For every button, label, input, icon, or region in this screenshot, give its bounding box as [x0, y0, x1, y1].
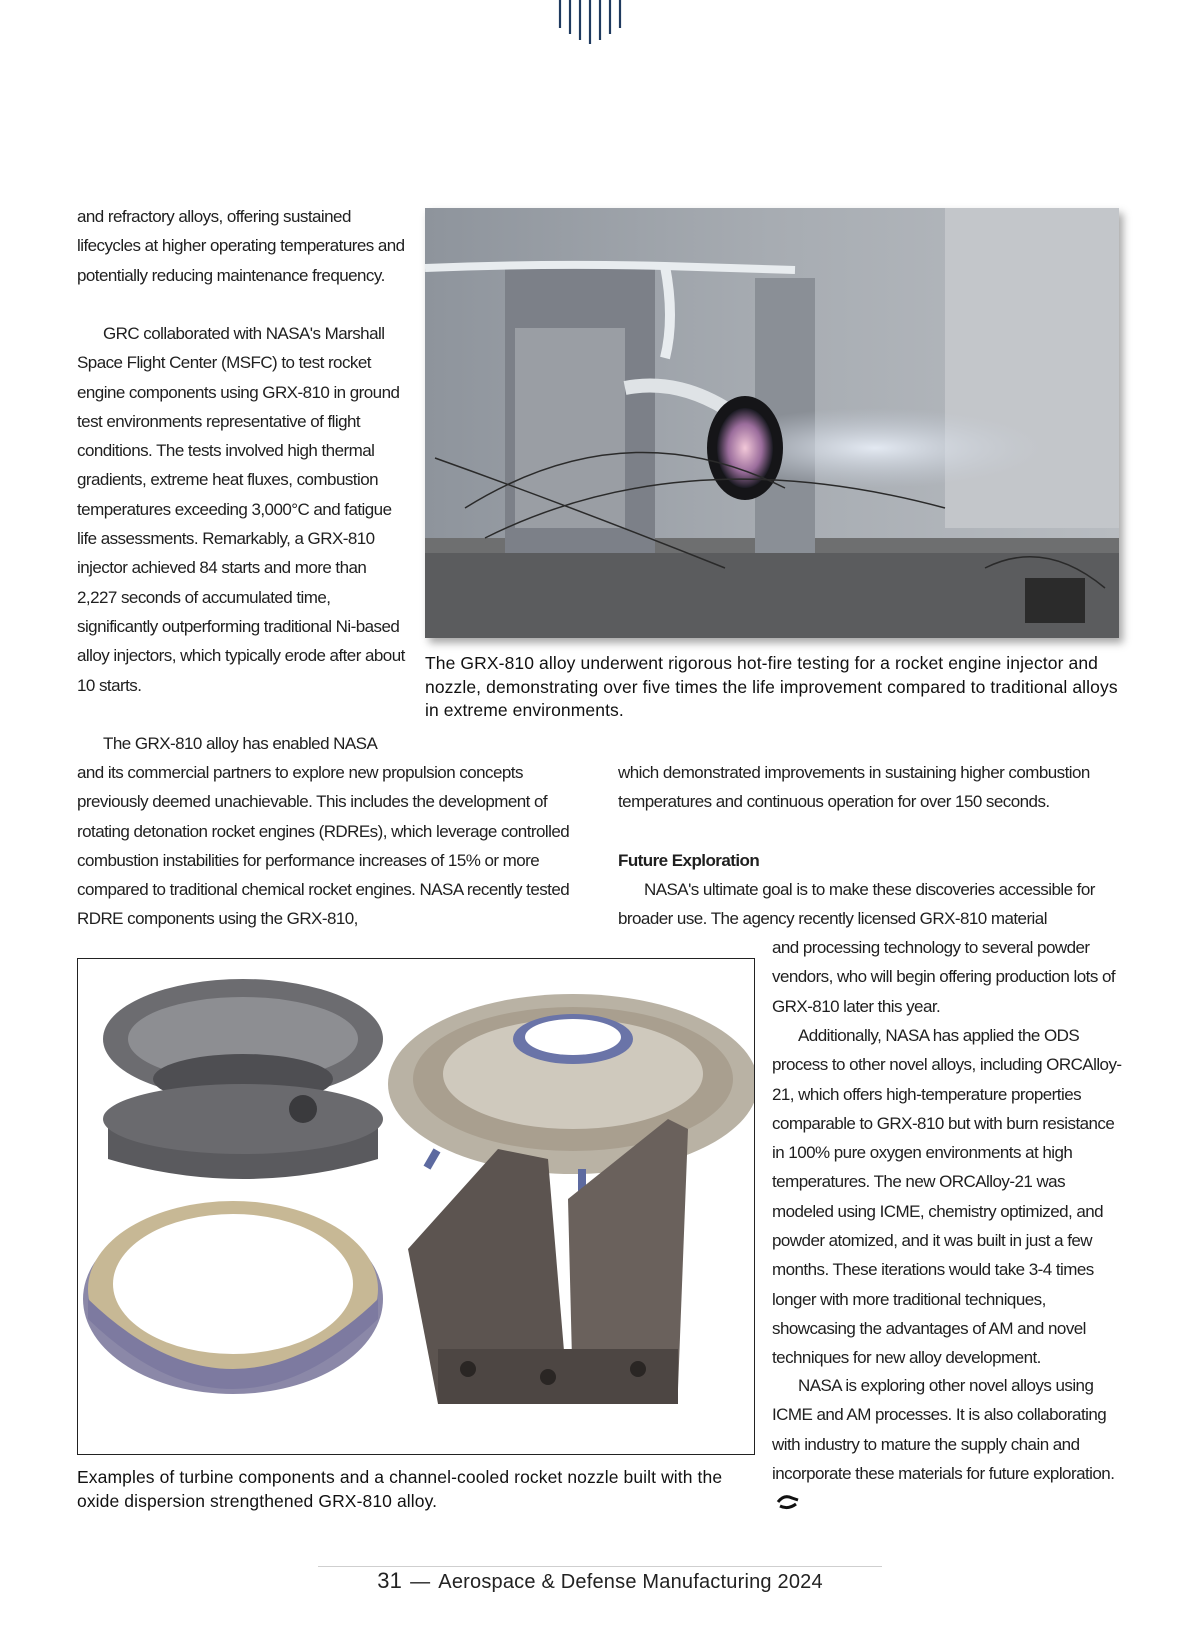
- turbine-components-photo: [77, 958, 755, 1455]
- footer-separator: —: [410, 1571, 431, 1593]
- publication-title: Aerospace & Defense Manufacturing 2024: [438, 1571, 823, 1593]
- body-paragraph: The GRX-810 alloy has enabled NASA: [103, 734, 378, 753]
- header-decoration: [556, 0, 640, 46]
- components-caption: Examples of turbine components and a channel-cooled rocket nozzle built with the oxide dispersion strengthened GRX-810 alloy.: [77, 1467, 723, 1511]
- page-number: 31: [377, 1568, 403, 1593]
- body-paragraph: GRC collaborated with NASA's Marshall Space Flight Center (MSFC) to test rocket engine components using GRX-810 in ground test environments representative of flight conditions. The tests involved high thermal gradients, extreme heat fluxes, combustion temperatures exceeding 3,000°C and fatigue life assessments. Remarkably, a GRX-810 injector achieved 84 starts and more than 2,227 seconds of accumulated time, significantly outperforming traditional Ni-based alloy injectors, which typically erode after about 10 starts.: [77, 324, 405, 695]
- body-paragraph: NASA is exploring other novel alloys using ICME and AM processes. It is also collaborating with industry to mature the supply chain and incorporate these materials for future exploration.: [772, 1371, 1128, 1517]
- hotfire-caption: The GRX-810 alloy underwent rigorous hot-fire testing for a rocket engine injector and nozzle, demonstrating over five times the life improvement compared to traditional alloys in extreme environments.: [425, 653, 1118, 720]
- body-paragraph: NASA's ultimate goal is to make these discoveries accessible for broader use. The agency recently licensed GRX-810 material: [618, 880, 1095, 929]
- hotfire-test-photo: [425, 208, 1119, 638]
- section-heading: Future Exploration: [618, 851, 760, 870]
- page-footer: [0, 1568, 1200, 1594]
- body-paragraph: which demonstrated improvements in sustaining higher combustion temperatures and continuous operation for over 150 seconds.: [618, 763, 1090, 812]
- body-paragraph: Additionally, NASA has applied the ODS process to other novel alloys, including ORCAlloy-21, which offers high-temperature properties comparable to GRX-810 but with burn resistance in 100% pure oxygen environments at high temperatures. The new ORCAlloy-21 was modeled using ICME, chemistry optimized, and powder atomized, and it was built in just a few months. These iterations would take 3-4 times longer with more traditional techniques, showcasing the advantages of AM and novel techniques for new alloy development.: [772, 1026, 1122, 1368]
- body-paragraph: and processing technology to several powder vendors, who will begin offering production lots of GRX-810 later this year.: [772, 938, 1116, 1016]
- footer-rule: [318, 1566, 882, 1567]
- body-paragraph: and refractory alloys, offering sustained lifecycles at higher operating temperatures and potentially reducing maintenance frequency.: [77, 207, 405, 285]
- end-mark-icon: [776, 1494, 800, 1510]
- body-paragraph: and its commercial partners to explore new propulsion concepts previously deemed unachievable. This includes the development of rotating detonation rocket engines (RDREs), which leverage controlled combustion instabilities for performance increases of 15% or more compared to traditional chemical rocket engines. NASA recently tested RDRE components using the GRX-810,: [77, 763, 570, 929]
